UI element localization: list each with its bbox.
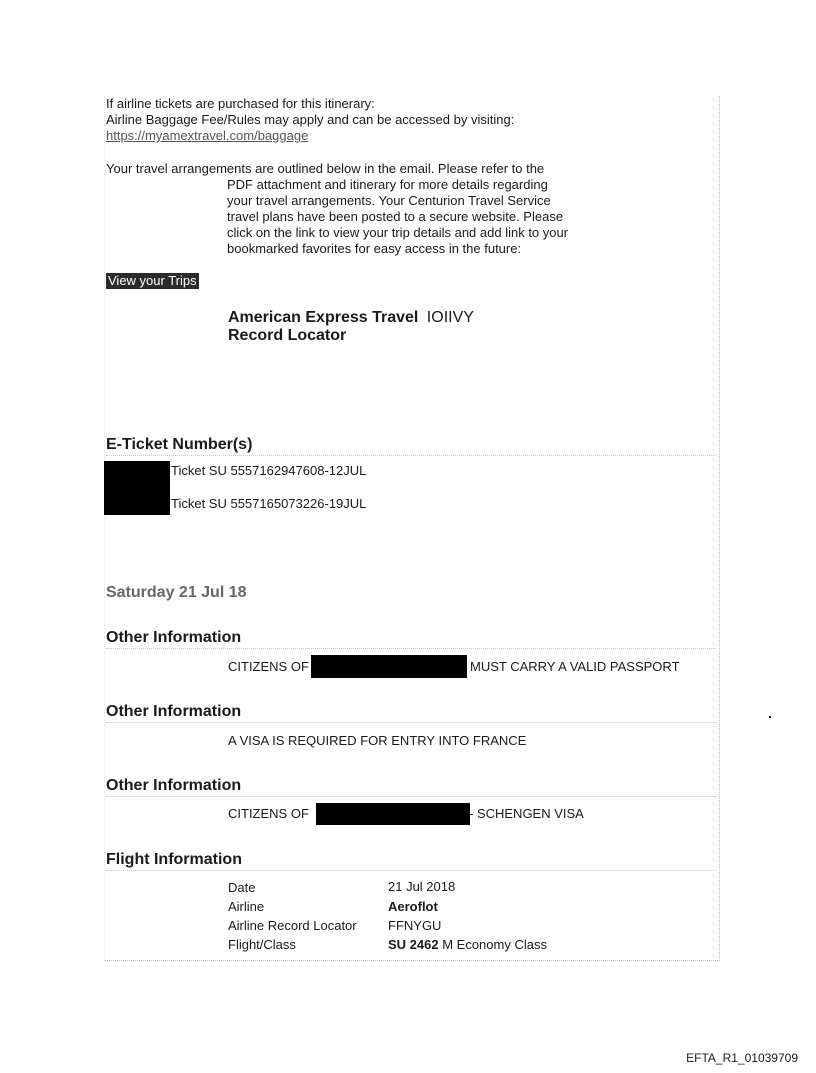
view-trips-link[interactable]: View your Trips xyxy=(108,273,197,288)
citizens-of-label: CITIZENS OF xyxy=(228,806,309,821)
citizens-of-label: CITIZENS OF xyxy=(228,659,309,674)
flight-class-label: Flight/Class xyxy=(228,937,296,952)
airline-label: Airline xyxy=(228,899,265,914)
paragraph-line: click on the link to view your trip details and add link to your xyxy=(227,225,569,240)
airline-value: Aeroflot xyxy=(388,899,438,914)
eticket-heading: E-Ticket Number(s) xyxy=(106,436,716,456)
redaction-box xyxy=(311,655,467,678)
schengen-visa-note: - SCHENGEN VISA xyxy=(469,806,584,821)
document-id: EFTA_R1_01039709 xyxy=(686,1051,798,1065)
paragraph-line: PDF attachment and itinerary for more details regarding xyxy=(227,177,548,192)
airline-record-locator-label: Airline Record Locator xyxy=(228,918,357,933)
other-info-heading: Other Information xyxy=(106,777,716,797)
stray-mark xyxy=(769,716,771,718)
flight-info-heading: Flight Information xyxy=(106,851,716,871)
flight-number: SU 2462 xyxy=(388,937,439,952)
record-code: IOIIVY xyxy=(426,309,474,326)
paragraph-line: bookmarked favorites for easy access in the future: xyxy=(227,241,522,256)
intro-line-1: If airline tickets are purchased for this itinerary: xyxy=(106,96,375,111)
record-locator-label: Record Locator xyxy=(228,327,347,344)
paragraph-line: travel plans have been posted to a secure website. Please xyxy=(227,209,564,224)
paragraph-line: your travel arrangements. Your Centurion Travel Service xyxy=(227,193,551,208)
ticket-number: Ticket SU 5557165073226-19JUL xyxy=(171,496,367,511)
flight-date-value: 21 Jul 2018 xyxy=(388,879,456,894)
company-name: American Express Travel xyxy=(228,309,419,326)
passport-requirement: MUST CARRY A VALID PASSPORT xyxy=(470,659,680,674)
flight-class-value xyxy=(388,937,547,952)
baggage-link[interactable]: https://myamextravel.com/baggage xyxy=(106,128,309,143)
intro-line-2: Airline Baggage Fee/Rules may apply and can be accessed by visiting: xyxy=(106,112,515,127)
other-info-heading: Other Information xyxy=(106,629,716,649)
visa-requirement: A VISA IS REQUIRED FOR ENTRY INTO FRANCE xyxy=(228,733,527,748)
date-heading: Saturday 21 Jul 18 xyxy=(106,584,247,601)
flight-class: M Economy Class xyxy=(442,937,547,952)
paragraph-first-line: Your travel arrangements are outlined below in the email. Please refer to the xyxy=(106,161,545,176)
other-info-heading: Other Information xyxy=(106,703,716,723)
redaction-box xyxy=(104,461,170,515)
travel-arrangements-paragraph xyxy=(106,161,606,257)
record-locator-block xyxy=(228,309,474,345)
flight-date-label: Date xyxy=(228,880,256,895)
redaction-box xyxy=(316,803,470,825)
airline-record-locator-value: FFNYGU xyxy=(388,918,442,933)
ticket-number: Ticket SU 5557162947608-12JUL xyxy=(171,463,367,478)
